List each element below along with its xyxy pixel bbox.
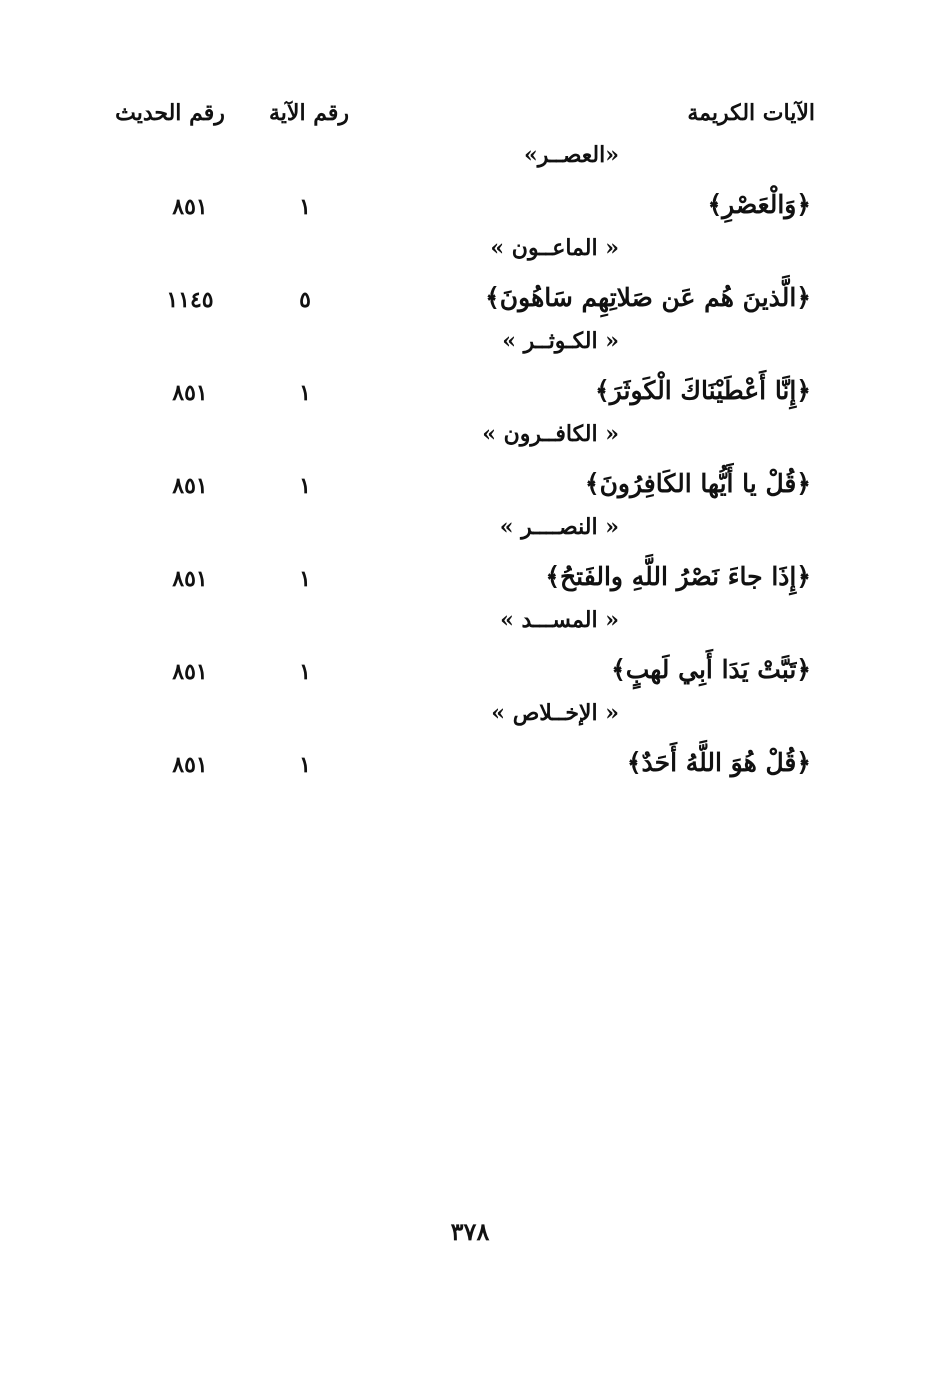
surah-title: « المســـد » <box>500 607 619 633</box>
verse-row <box>0 184 939 233</box>
ayah-number: ١ <box>299 566 311 592</box>
verse-text: ﴿قُلْ هُوَ اللَّهُ أَحَدٌ﴾ <box>626 748 811 777</box>
surah-heading <box>0 512 939 556</box>
hadith-number: ٨٥١ <box>172 194 208 220</box>
verse-text: ﴿الَّذينَ هُم عَن صَلاتِهِم سَاهُونَ﴾ <box>485 283 811 312</box>
verse-text: ﴿وَالْعَصْرِ﴾ <box>707 190 811 219</box>
verse-row <box>0 742 939 791</box>
header-ayah-number: رقم الآية <box>268 100 350 126</box>
verse-row <box>0 463 939 512</box>
hadith-number: ١١٤٥ <box>166 287 214 313</box>
surah-heading <box>0 326 939 370</box>
surah-heading <box>0 233 939 277</box>
verse-text: ﴿قُلْ يا أَيُّها الكَافِرُونَ﴾ <box>584 469 811 498</box>
verse-text: ﴿تَبَّتْ يَدَا أَبِي لَهبٍ﴾ <box>611 655 811 684</box>
hadith-number: ٨٥١ <box>172 659 208 685</box>
hadith-number: ٨٥١ <box>172 380 208 406</box>
index-table <box>0 140 939 791</box>
ayah-number: ١ <box>299 194 311 220</box>
verse-text: ﴿إِذَا جاءَ نَصْرُ اللَّهِ والفَتحُ﴾ <box>545 562 811 591</box>
hadith-number: ٨٥١ <box>172 566 208 592</box>
hadith-number: ٨٥١ <box>172 473 208 499</box>
ayah-number: ١ <box>299 752 311 778</box>
surah-title: « الماعــون » <box>490 235 619 261</box>
surah-heading <box>0 605 939 649</box>
surah-heading <box>0 140 939 184</box>
hadith-number: ٨٥١ <box>172 752 208 778</box>
page-number: ٣٧٨ <box>450 1217 490 1246</box>
ayah-number: ١ <box>299 380 311 406</box>
verse-row <box>0 277 939 326</box>
ayah-number: ٥ <box>299 287 311 313</box>
verse-row <box>0 649 939 698</box>
header-hadith-number: رقم الحديث <box>115 100 225 126</box>
surah-heading <box>0 698 939 742</box>
ayah-number: ١ <box>299 473 311 499</box>
surah-heading <box>0 419 939 463</box>
header-verses: الآيات الكريمة <box>687 100 815 126</box>
verse-text: ﴿إِنَّا أَعْطَيْنَاكَ الْكَوثَرَ﴾ <box>595 376 811 405</box>
verse-row <box>0 370 939 419</box>
verse-row <box>0 556 939 605</box>
surah-title: « الكافــرون » <box>482 421 619 447</box>
surah-title: «العصــر» <box>523 142 619 168</box>
ayah-number: ١ <box>299 659 311 685</box>
surah-title: « النصــــر » <box>499 514 619 540</box>
surah-title: « الكـوثــر » <box>502 328 619 354</box>
surah-title: « الإخــلاص » <box>491 700 619 726</box>
